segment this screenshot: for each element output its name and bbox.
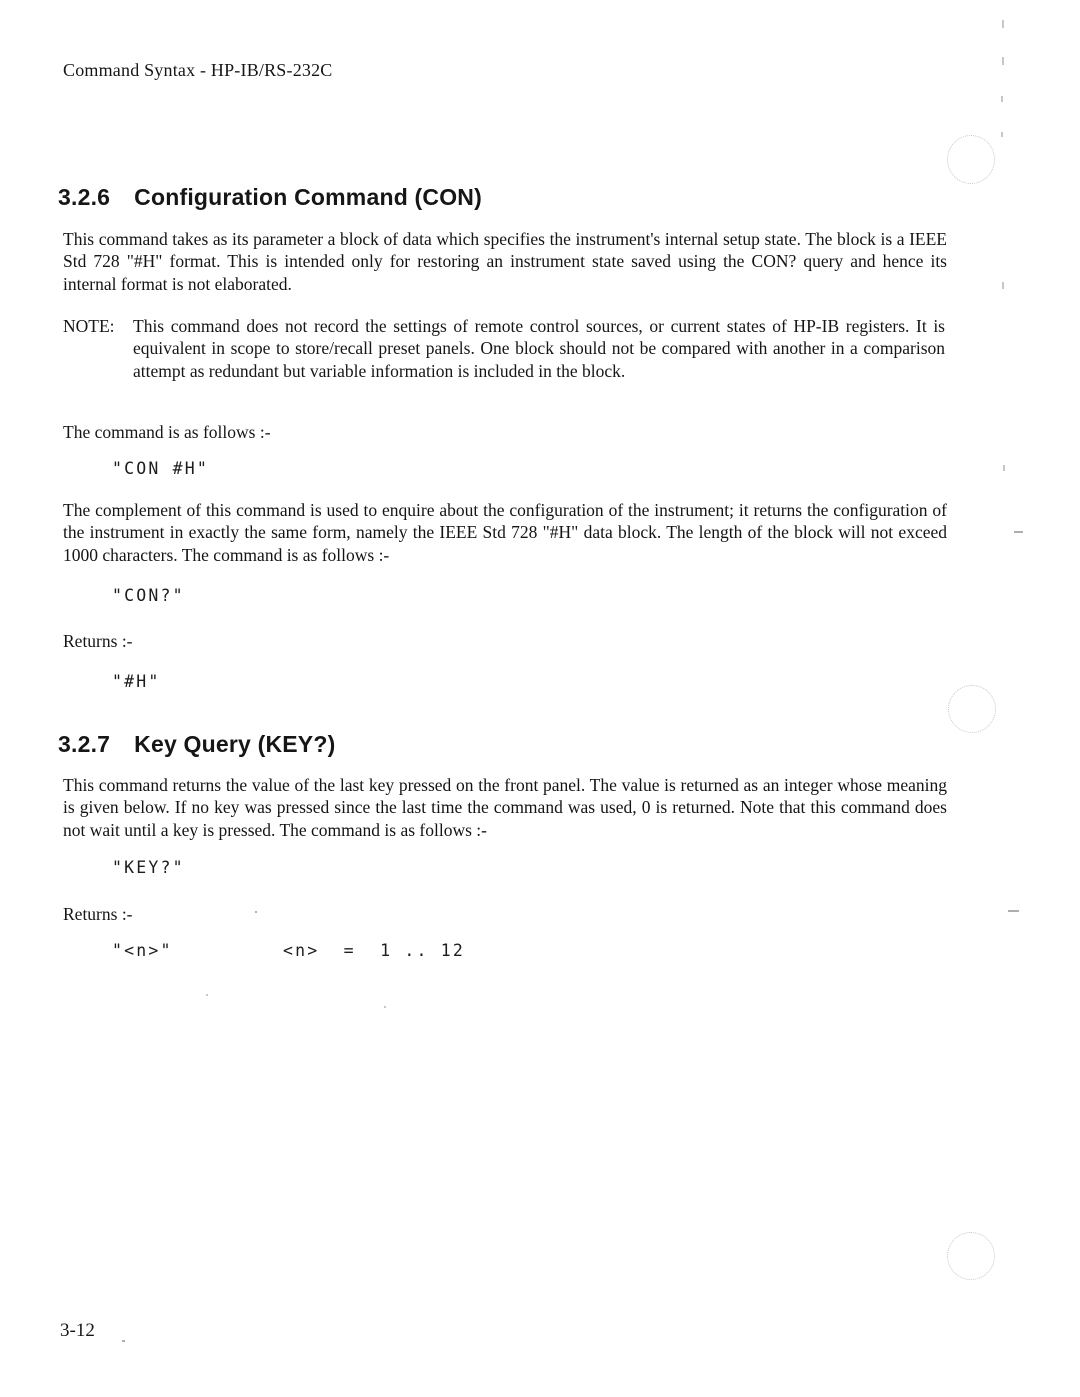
section-number: 3.2.7 bbox=[58, 731, 111, 757]
section-title: Configuration Command (CON) bbox=[134, 184, 482, 210]
scan-speck bbox=[206, 994, 208, 996]
scan-speck bbox=[255, 911, 257, 913]
punch-hole-circle-top bbox=[947, 135, 995, 184]
scan-speck bbox=[1008, 910, 1019, 912]
punch-hole-circle-middle bbox=[948, 685, 996, 733]
scan-speck bbox=[1014, 531, 1023, 533]
note-text: This command does not record the settings of remote control sources, or current states of HP-IB registers. It is equivalent in scope to store/recall preset panels. One block should not be compared with another in a comparison attempt as redundant but variable information is included in the block. bbox=[133, 316, 945, 381]
page-number: 3-12 bbox=[60, 1320, 95, 1341]
scan-speck bbox=[1001, 132, 1003, 137]
note-label: NOTE: bbox=[63, 316, 115, 336]
code-con-command: "CON #H" bbox=[112, 459, 210, 478]
running-header: Command Syntax - HP-IB/RS-232C bbox=[63, 60, 333, 80]
code-returns-n: "<n>" bbox=[112, 941, 173, 960]
scan-speck bbox=[1002, 282, 1004, 289]
paragraph-key-query: This command returns the value of the last key pressed on the front panel. The value is returned as an integer whose meaning is given below. If no key was pressed since the last time the command was used, 0 is returned. Note that this command does not wait until a key is pressed. The command is as follows :- bbox=[63, 775, 947, 840]
note-block bbox=[63, 315, 947, 382]
scan-speck bbox=[1003, 465, 1005, 471]
command-intro-line: The command is as follows :- bbox=[63, 422, 271, 442]
section-title: Key Query (KEY?) bbox=[134, 731, 336, 757]
section-heading-326 bbox=[58, 184, 482, 211]
code-n-range: <n> = 1 .. 12 bbox=[283, 941, 466, 960]
section-number: 3.2.6 bbox=[58, 184, 111, 210]
scan-speck bbox=[1002, 20, 1004, 28]
paragraph-con-query: The complement of this command is used to enquire about the configuration of the instrument; it returns the configuration of the instrument in exactly the same form, namely the IEEE Std 728 "#H" data block. The length of the block will not exceed 1000 characters. The command is as follows :- bbox=[63, 500, 947, 565]
code-key-query: "KEY?" bbox=[112, 858, 185, 877]
returns-label-326: Returns :- bbox=[63, 631, 133, 651]
scan-speck bbox=[122, 1340, 125, 1342]
section-heading-327 bbox=[58, 731, 335, 758]
scan-speck bbox=[1001, 96, 1003, 102]
paragraph-con-description: This command takes as its parameter a block of data which specifies the instrument's internal setup state. The block is a IEEE Std 728 "#H" format. This is intended only for restoring an instrument state saved using the CON? query and hence its internal format is not elaborated. bbox=[63, 229, 947, 294]
code-con-query: "CON?" bbox=[112, 586, 185, 605]
scan-speck bbox=[384, 1006, 386, 1008]
code-hash-h: "#H" bbox=[112, 672, 161, 691]
scan-speck bbox=[1002, 57, 1004, 65]
punch-hole-circle-bottom bbox=[947, 1232, 995, 1280]
returns-label-327: Returns :- bbox=[63, 904, 133, 924]
